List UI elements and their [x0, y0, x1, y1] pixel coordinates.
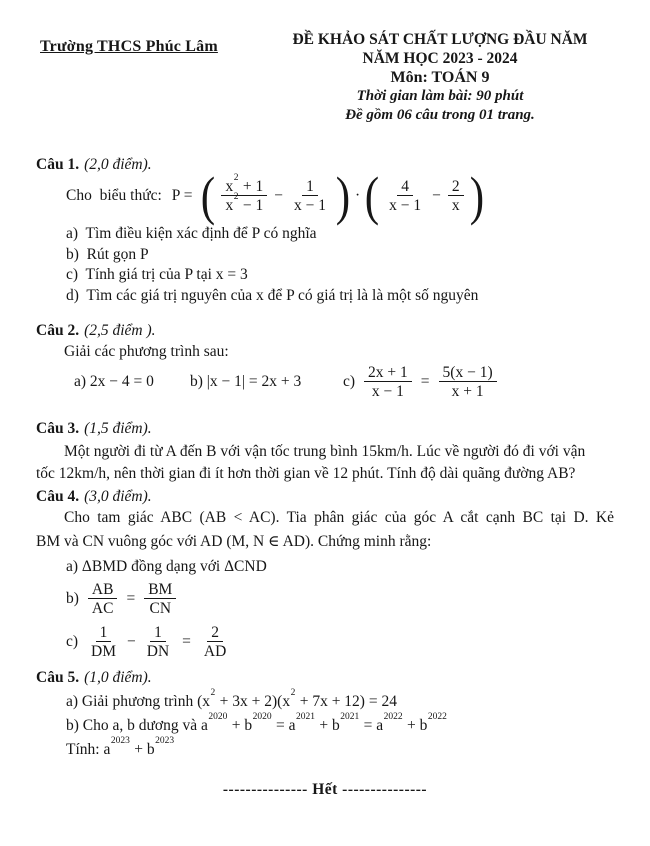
- question-1-label: Câu 1.: [36, 156, 80, 173]
- fraction-denominator: CN: [149, 600, 172, 617]
- duration-line: Thời gian làm bài: 90 phút: [356, 88, 524, 104]
- question-item: a) ΔBMD đồng dạng với ΔCND: [66, 558, 267, 575]
- fraction: [143, 624, 173, 660]
- question-item-math: [66, 620, 233, 664]
- fraction-denominator: x − 1: [389, 197, 422, 214]
- minus-operator: −: [274, 187, 283, 204]
- fraction-numerator: 4: [397, 178, 413, 196]
- fraction: [385, 178, 425, 214]
- fraction: [200, 624, 230, 660]
- fraction-numerator: 1: [302, 178, 318, 196]
- question-1-formula: Cho biểu thức: P = ( $\frac{x^2 + 1}{x^2 - 1}$ − $\frac{1}{x - 1}$ ) · ( $\frac{4}{x - 1}$ − $\frac{2}{x}$ ): [66, 166, 484, 226]
- fraction: [290, 178, 330, 214]
- question-1-points: (2,0 điểm).: [84, 156, 152, 173]
- question-3-heading: [36, 419, 152, 439]
- equation-c: [343, 357, 500, 407]
- fraction-denominator: x − 1: [293, 197, 326, 214]
- fraction: [364, 364, 412, 400]
- question-item: c) Tính giá trị của P tại x = 3: [66, 266, 248, 283]
- question-4-label: Câu 4.: [36, 488, 80, 505]
- question-2-points: (2,5 điểm ).: [84, 322, 156, 339]
- fraction-numerator: 1: [96, 624, 112, 642]
- question-5-label: Câu 5.: [36, 669, 80, 686]
- page-count-note: Đề gồm 06 câu trong 01 trang.: [345, 107, 535, 123]
- fraction-numerator: 5(x − 1): [439, 364, 497, 382]
- question-5-heading: [36, 668, 152, 688]
- equation-c-label: c): [343, 373, 356, 390]
- question-3-label: Câu 3.: [36, 420, 80, 437]
- fraction-numerator: AB: [88, 581, 118, 599]
- multiplication-dot: ·: [354, 187, 361, 204]
- formula-lhs: P =: [171, 187, 193, 204]
- fraction: [448, 178, 464, 214]
- fraction-numerator: BM: [144, 581, 176, 599]
- fraction-numerator: 1: [150, 624, 166, 642]
- question-3-points: (1,5 điểm).: [84, 420, 152, 437]
- question-2-heading: [36, 321, 156, 341]
- exam-header-block: [250, 30, 630, 125]
- question-3-text-line: Một người đi từ A đến B với vận tốc trung bình 15km/h. Lúc về người đó đi với vận: [64, 443, 586, 460]
- equals-sign: =: [182, 633, 191, 650]
- fraction: [221, 173, 267, 214]
- question-4-points: (3,0 điểm).: [84, 488, 152, 505]
- exam-title: ĐỀ KHẢO SÁT CHẤT LƯỢNG ĐẦU NĂM: [292, 31, 588, 48]
- fraction-denominator: x + 1: [451, 383, 484, 400]
- item-label: b): [66, 590, 79, 607]
- equals-sign: =: [420, 373, 430, 390]
- question-2-intro: Giải các phương trình sau:: [64, 343, 229, 360]
- item-label: c): [66, 633, 79, 650]
- fraction-denominator: AD: [203, 643, 227, 660]
- minus-operator: −: [127, 633, 136, 650]
- equation-b: b) |x − 1| = 2x + 3: [190, 373, 302, 390]
- fraction-numerator: 2: [207, 624, 223, 642]
- question-2-label: Câu 2.: [36, 322, 80, 339]
- question-2-equations: [0, 357, 650, 407]
- fraction: [439, 364, 497, 400]
- question-item-math: [66, 577, 179, 621]
- fraction-numerator: $x^2 + 1$: [221, 178, 267, 196]
- question-item: Tính: $a^{2023} + b^{2023}$: [66, 736, 175, 758]
- fraction: [144, 581, 176, 617]
- subject-line: Môn: TOÁN 9: [390, 69, 490, 86]
- end-of-exam-marker: --------------- Hết ---------------: [222, 781, 428, 798]
- fraction: [87, 624, 120, 660]
- fraction-numerator: 2: [448, 178, 464, 196]
- question-item: d) Tìm các giá trị nguyên của x để P có giá trị là là một số nguyên: [66, 286, 479, 304]
- fraction-denominator: DM: [91, 643, 117, 660]
- question-4-text-line: Cho tam giác ABC (AB < AC). Tia phân giác của góc A cắt cạnh BC tại D. Kẻ: [64, 509, 614, 526]
- question-4-heading: [36, 487, 152, 507]
- question-item: b) Cho a, b dương và $a^{2020} + b^{2020} = a^{2021} + b^{2021} = a^{2022} + b^{2022}$: [66, 712, 447, 734]
- minus-operator: −: [432, 187, 441, 204]
- fraction: [88, 581, 118, 617]
- question-1-items: [66, 224, 478, 306]
- school-year: NĂM HỌC 2023 - 2024: [362, 50, 518, 67]
- fraction-denominator: $x^2 - 1$: [225, 192, 264, 214]
- question-item: a) Tìm điều kiện xác định để P có nghĩa: [66, 225, 317, 242]
- question-3-text-line: tốc 12km/h, nên thời gian đi ít hơn thời gian về 12 phút. Tính độ dài quãng đường AB?: [36, 465, 576, 482]
- school-name: Trường THCS Phúc Lâm: [40, 38, 218, 55]
- question-item: b) Rút gọn P: [66, 245, 149, 263]
- fraction-denominator: AC: [91, 600, 114, 617]
- fraction-denominator: DN: [146, 643, 170, 660]
- question-4-text-line: BM và CN vuông góc với AD (M, N ∈ AD). Chứng minh rằng:: [36, 533, 432, 550]
- equation-a: a) 2x − 4 = 0: [74, 373, 154, 390]
- question-5-points: (1,0 điểm).: [84, 669, 152, 686]
- fraction-denominator: x − 1: [371, 383, 404, 400]
- fraction-numerator: 2x + 1: [364, 364, 412, 382]
- q1-intro-text: Cho biểu thức:: [66, 187, 162, 204]
- fraction-denominator: x: [451, 197, 460, 214]
- question-item: a) Giải phương trình $(x^2 + 3x + 2)(x^2 + 7x + 12) = 24$: [66, 688, 397, 710]
- equals-sign: =: [126, 590, 136, 607]
